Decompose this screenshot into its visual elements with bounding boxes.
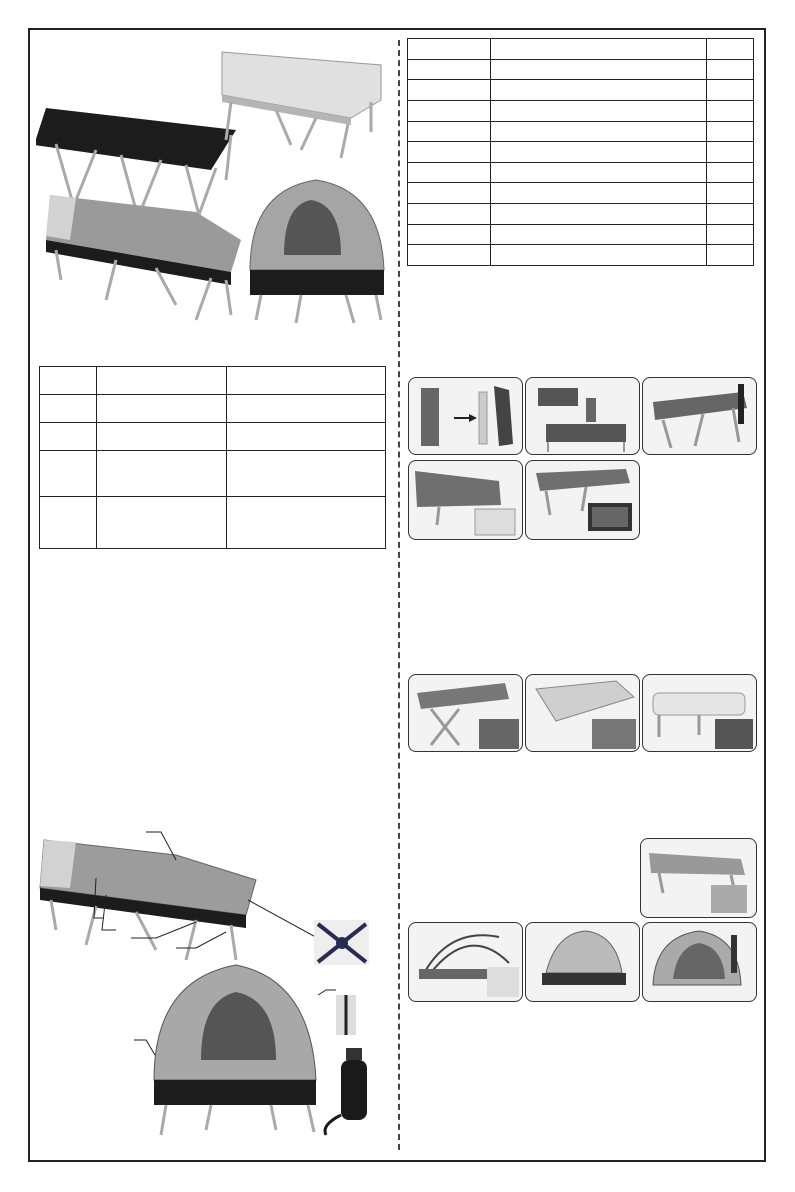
parts-list-table [407, 38, 754, 266]
table-cell [707, 142, 754, 163]
product-overview-illustration [36, 40, 386, 330]
table-row [40, 395, 386, 423]
table-row [408, 100, 754, 121]
table-cell [40, 497, 97, 549]
table-cell [227, 423, 386, 451]
table-cell [408, 59, 491, 80]
cot-with-sleeping-bag-illustration [46, 195, 241, 320]
cot-assembly-step-5 [525, 460, 640, 540]
table-cell [491, 162, 707, 183]
table-cell [491, 121, 707, 142]
table-cell [97, 451, 227, 497]
table-cell [227, 451, 386, 497]
table-row [408, 245, 754, 266]
table-cell [97, 423, 227, 451]
table-cell [491, 142, 707, 163]
table-cell [707, 80, 754, 101]
table-cell [707, 100, 754, 121]
tent-cover-icon [526, 923, 639, 1001]
unfold-frame-icon [526, 378, 639, 454]
table-cell [491, 100, 707, 121]
mattress-step-2 [525, 674, 640, 752]
tent-step-2 [408, 922, 523, 1002]
table-cell [491, 224, 707, 245]
table-cell [40, 395, 97, 423]
table-row [408, 142, 754, 163]
table-cell [707, 162, 754, 183]
sleeping-bag-on-cot-icon [641, 839, 756, 917]
attach-legs-icon [643, 378, 756, 454]
table-cell [707, 245, 754, 266]
table-cell [408, 100, 491, 121]
tent-step-4 [642, 922, 757, 1002]
table-cell [97, 367, 227, 395]
cot-assembly-step-1 [408, 377, 523, 455]
table-cell [707, 183, 754, 204]
table-row [408, 204, 754, 225]
table-cell [408, 204, 491, 225]
table-row [40, 423, 386, 451]
cot-assembly-step-4 [408, 460, 523, 540]
table-cell [408, 39, 491, 60]
pole-connector-part [314, 920, 369, 965]
table-cell [408, 121, 491, 142]
table-cell [40, 451, 97, 497]
table-row [408, 39, 754, 60]
mattress-on-cot-icon [643, 675, 756, 751]
table-row [40, 367, 386, 395]
table-row [408, 183, 754, 204]
table-row [408, 59, 754, 80]
table-cell [97, 497, 227, 549]
inflate-mattress-icon [526, 675, 639, 751]
cot-with-mattress-illustration [222, 52, 381, 158]
table-row [408, 80, 754, 101]
table-row [40, 451, 386, 497]
tent-pole-part [336, 995, 356, 1035]
tent-part [154, 965, 316, 1135]
cot-assembled-icon [526, 461, 639, 539]
table-cell [491, 39, 707, 60]
lock-legs-icon [409, 461, 522, 539]
tent-poles-icon [409, 923, 522, 1001]
column-divider [398, 40, 400, 1150]
table-cell [491, 245, 707, 266]
table-row [408, 121, 754, 142]
tent-step-1 [640, 838, 757, 918]
sleeping-bag-cot-part [40, 840, 256, 960]
table-cell [707, 224, 754, 245]
mattress-step-1 [408, 674, 523, 752]
cot-assembly-step-3 [642, 377, 757, 455]
cot-tent-illustration [250, 180, 384, 323]
tent-complete-icon [643, 923, 756, 1001]
table-cell [491, 204, 707, 225]
table-cell [707, 121, 754, 142]
tent-step-3 [525, 922, 640, 1002]
table-cell [491, 183, 707, 204]
table-cell [97, 395, 227, 423]
table-cell [40, 367, 97, 395]
table-cell [227, 367, 386, 395]
specification-table [39, 366, 386, 549]
table-row [408, 162, 754, 183]
cot-frame-icon [409, 675, 522, 751]
table-row [40, 497, 386, 549]
table-cell [491, 59, 707, 80]
mattress-step-3 [642, 674, 757, 752]
table-cell [408, 142, 491, 163]
table-cell [40, 423, 97, 451]
table-cell [408, 183, 491, 204]
air-pump-part [325, 1048, 367, 1135]
table-cell [408, 80, 491, 101]
table-cell [408, 162, 491, 183]
table-cell [408, 245, 491, 266]
table-cell [707, 39, 754, 60]
table-cell [707, 59, 754, 80]
cot-assembly-step-2 [525, 377, 640, 455]
table-cell [491, 80, 707, 101]
table-cell [408, 224, 491, 245]
parts-diagram [36, 820, 386, 1140]
folded-cot-icon [409, 378, 522, 454]
table-cell [227, 497, 386, 549]
table-cell [227, 395, 386, 423]
table-row [408, 224, 754, 245]
table-cell [707, 204, 754, 225]
